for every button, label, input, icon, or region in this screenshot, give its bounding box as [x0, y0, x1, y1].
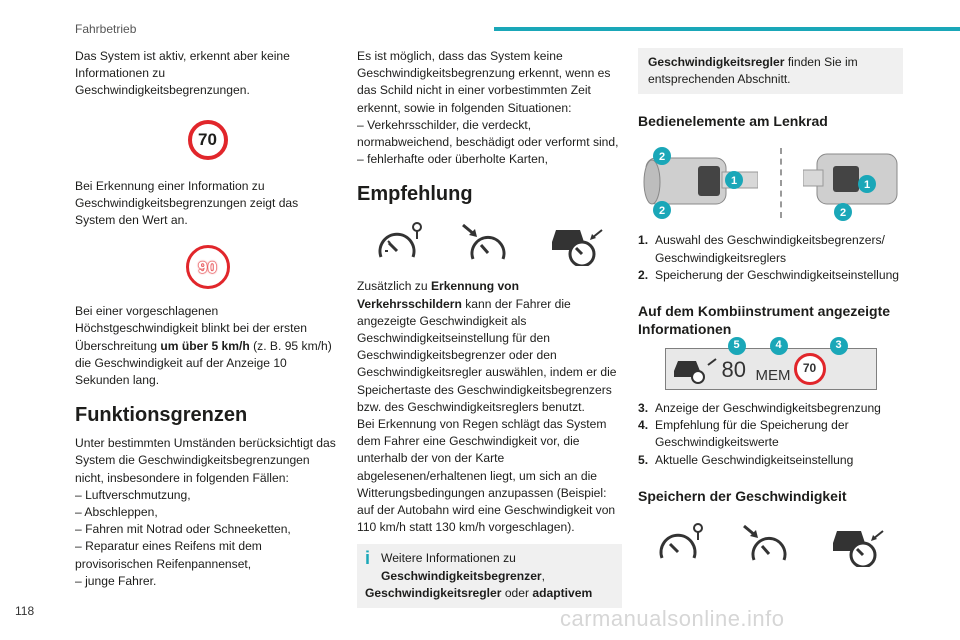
speedometer-arrow-icon	[742, 522, 792, 566]
list-item: – Abschleppen,	[75, 505, 158, 520]
paragraph: Unter bestimmten Umständen berücksichtigt das System die Geschwindigkeitsbegrenzungen nicht, insbesondere in folgenden Fällen:	[75, 436, 336, 485]
speedometer-pin-icon	[375, 221, 425, 265]
callout-badge: 5	[728, 337, 746, 355]
instrument-cluster-display	[665, 339, 877, 390]
info-text: Weitere Informationen zu Geschwindigkeitsbegrenzer,	[381, 551, 546, 583]
section-heading: Auf dem Kombiinstrument angezeigte Informationen	[638, 303, 891, 338]
svg-text:2: 2	[658, 151, 666, 164]
list-item: – fehlerhafte oder überholte Karten,	[357, 152, 548, 167]
speed-limit-sign-icon: 70	[794, 353, 826, 385]
svg-text:1: 1	[863, 179, 871, 192]
info-box-continued: Geschwindigkeitsregler finden Sie im entsprechenden Abschnitt.	[638, 48, 903, 94]
speedometer-pin-icon	[656, 522, 706, 566]
paragraph: Das System ist aktiv, erkennt aber keine Informationen zu Geschwindigkeitsbegrenzungen.	[75, 49, 290, 98]
paragraph: Zusätzlich zu Erkennung von Verkehrsschildern kann der Fahrer die angezeigte Geschwindigkeit als Geschwindigkeitseinstellung für den Geschwindigkeitsbegrenzer oder den Geschwindigkeitsregler auswählen, indem er die Speichertaste des Geschwindigkeitsbegrenzers bzw. des Geschwindigkeitsreglers benutzt.	[357, 279, 617, 414]
info-box: i Weitere Informationen zu Geschwindigkeitsbegrenzer, Geschwindigkeitsregler oder adaptivem	[357, 544, 622, 608]
car-speedometer-icon	[829, 521, 885, 567]
speed-limit-sign-70-icon: 70	[188, 120, 228, 160]
paragraph: Bei einer vorgeschlagenen Höchstgeschwindigkeit blinkt bei der ersten Überschreitung um über 5 km/h (z. B. 95 km/h) die Geschwindigkeit auf der Anzeige 10 Sekunden lang.	[75, 304, 332, 388]
column-middle	[357, 48, 622, 608]
speed-limit-sign-90-icon: 90	[186, 245, 230, 289]
list-item: – Reparatur eines Reifens mit dem provisorischen Reifenpannenset,	[75, 539, 262, 571]
section-heading: Bedienelemente am Lenkrad	[638, 113, 828, 130]
section-heading: Speichern der Geschwindigkeit	[638, 487, 847, 504]
svg-text:1: 1	[730, 175, 738, 188]
watermark: carmanualsonline.info	[560, 606, 785, 631]
car-speed-icon	[672, 355, 718, 385]
paragraph: Es ist möglich, dass das System keine Geschwindigkeitsbegrenzung erkennt, wenn es das Schild nicht in einer vorbestimmten Zeit erkennt, sowie in folgenden Situationen:	[357, 49, 611, 115]
callout-badge: 3	[830, 337, 848, 355]
car-speedometer-icon	[548, 220, 604, 266]
list-item: 3. Anzeige der Geschwindigkeitsbegrenzung	[638, 401, 881, 416]
svg-text:2: 2	[658, 205, 666, 218]
section-heading: Funktionsgrenzen	[75, 404, 248, 427]
controls-list	[638, 232, 903, 284]
header-accent-bar	[494, 27, 960, 31]
column-left	[75, 48, 340, 590]
mem-label: MEM	[755, 367, 791, 385]
list-item: 1. Auswahl des Geschwindigkeitsbegrenzers/ Geschwindigkeitsreglers	[638, 233, 885, 265]
column-right	[638, 48, 903, 579]
cluster-list	[638, 400, 903, 469]
list-item: 2. Speicherung der Geschwindigkeitseinstellung	[638, 267, 900, 282]
info-icon: i	[365, 548, 371, 569]
list-item: – Fahren mit Notrad oder Schneeketten,	[75, 522, 291, 537]
current-speed-setting: 80	[721, 357, 746, 383]
list-item: 4. Empfehlung für die Speicherung der Geschwindigkeitswerte	[638, 418, 849, 450]
callout-badge: 4	[770, 337, 788, 355]
steering-stalk-right-icon	[803, 144, 903, 222]
section-heading: Empfehlung	[357, 183, 473, 206]
steering-controls-illustration	[638, 144, 903, 222]
list-item: – junge Fahrer.	[75, 573, 157, 588]
steering-stalk-left-icon	[638, 144, 758, 222]
paragraph: Bei Erkennung von Regen schlägt das System dem Fahrer eine Geschwindigkeit vor, die unterhalb der von der Karte abgelesenen/erhaltenen liegt, um sich an die Witterungsbedingungen anzupassen (Beispiel: auf der Autobahn wird eine Geschwindigkeit von 110 km/h statt 130 km/h vorgeschlagen).	[357, 417, 616, 535]
speedometer-arrow-icon	[461, 221, 511, 265]
header-title: Fahrbetrieb	[75, 22, 137, 36]
list-item: 5. Aktuelle Geschwindigkeitseinstellung	[638, 452, 854, 467]
memorize-icons	[638, 521, 903, 567]
list-item: – Verkehrsschilder, die verdeckt, normabweichend, beschädigt oder verformt sind,	[357, 117, 619, 150]
list-item: – Luftverschmutzung,	[75, 487, 191, 502]
paragraph: Bei Erkennung einer Information zu Geschwindigkeitsbegrenzungen zeigt das System den Wert an.	[75, 178, 299, 228]
divider	[780, 148, 782, 218]
recommendation-icons	[357, 220, 622, 266]
limit-list	[75, 487, 340, 590]
page-number: 118	[15, 604, 35, 618]
svg-text:2: 2	[839, 207, 847, 220]
